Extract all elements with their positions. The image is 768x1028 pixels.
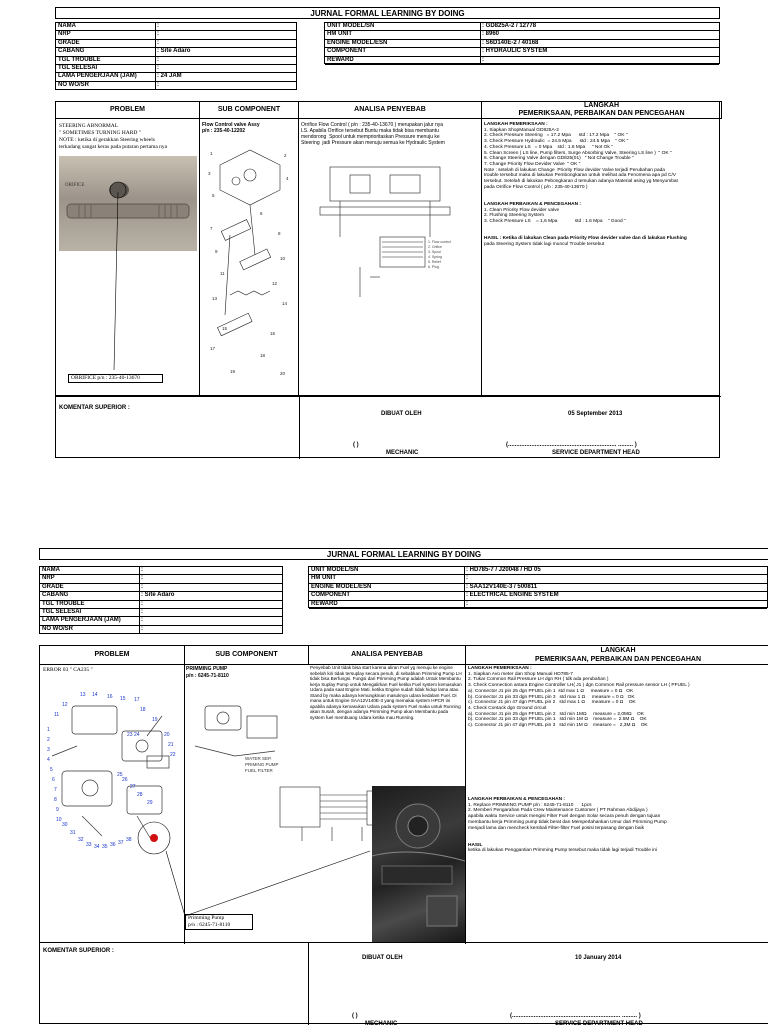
analisa-header: ANALISA PENYEBAB — [351, 651, 423, 658]
info-row — [40, 601, 282, 609]
langkah-line: LANGKAH PEMERIKSAAN : — [468, 666, 532, 671]
mechanic-sign-line: ( ) — [352, 1013, 358, 1019]
analisa-text: Orrifice Flow Control ( p/n : 235-40-13670 ) merupakan jalur nya LS. Apabila Orrifice tersebut Buntu maka tidak bisa membantu mendorong Spool untuk memprioritaskan Pressure menuju ke Steering jadi Pressure akan menuju semua ke Hydraulic System — [301, 122, 445, 146]
part-number: 28 — [137, 792, 143, 798]
part-number: 5 — [212, 193, 215, 198]
part-number: 9 — [215, 249, 218, 254]
part-number: 22 — [170, 752, 176, 758]
info-value: : — [482, 56, 484, 63]
dibuat-oleh-label: DIBUAT OLEH — [381, 411, 422, 417]
info-label: REWARD — [327, 56, 354, 63]
info-label: NRP — [58, 31, 71, 38]
info-label: NAMA — [42, 567, 60, 573]
part-number: 18 — [140, 707, 146, 713]
part-number: 13 — [212, 296, 218, 301]
info-row — [40, 609, 282, 617]
info-value: : — [157, 56, 159, 63]
part-number: 35 — [102, 844, 108, 850]
part-number: 16 — [107, 694, 113, 700]
langkah-line: 4. Check Contack dgn Ground circuit — [468, 705, 547, 711]
date-label: 05 September 2013 — [568, 411, 623, 417]
langkah-line: 1. Siapkan ShopManual GD825A-2 — [484, 127, 559, 133]
part-number: 29 — [147, 800, 153, 806]
langkah-line: 2. Flushing Steering System — [484, 213, 544, 219]
svg-text:FUEL FILTER: FUEL FILTER — [245, 768, 273, 773]
part-number: 34 — [94, 844, 100, 850]
langkah-line: 5. Clean Screen ( LS line, Pump filters, Surge Absorbing Valve, Steering LS line ) " OK " — [484, 150, 672, 156]
sub-component-header: SUB COMPONENT — [217, 106, 281, 113]
part-number: 20 — [280, 371, 286, 376]
langkah-line: 1. Siapkan Avo meter dan Shop Manual HD785-7 — [468, 671, 573, 677]
langkah-line: menjadi lama dan mencheck kembali Filter-filter Fuel posisi terpasang dengan baik — [468, 825, 644, 831]
svg-text:6. Plug: 6. Plug — [428, 265, 439, 269]
part-number: 1 — [210, 151, 213, 156]
part-number: 26 — [122, 777, 128, 783]
info-label: GRADE — [58, 39, 80, 46]
info-value: : — [141, 575, 143, 582]
langkah-subheader: PEMERIKSAAN, PERBAIKAN DAN PENCEGAHAN — [518, 110, 685, 117]
info-value: : — [141, 617, 143, 624]
part-number: 7 — [210, 226, 213, 231]
langkah-line: c). Connector J1 pin 47 dgn PFUEL pin 2 std max 1 Ω measure = 0 Ω OK — [468, 700, 636, 706]
part-number: 13 — [80, 692, 86, 698]
info-value: : — [466, 575, 468, 582]
info-row — [40, 567, 282, 575]
info-label: NO WO/SR — [42, 625, 73, 632]
langkah-line: tersebut. Setelah di lakukan Pebongkaran d temukan adanya Material asing yg Menyumbat — [484, 179, 678, 185]
info-label: HM UNIT — [311, 575, 336, 582]
part-number: 10 — [280, 256, 286, 261]
svg-text:4. Spring: 4. Spring — [428, 255, 443, 259]
info-label: TGL SELESAI — [58, 65, 98, 71]
part-number: 21 — [168, 742, 174, 748]
form-title: JURNAL FORMAL LEARNING BY DOING — [55, 7, 720, 19]
langkah-line: b). Connector J1 pin 33 dgn PFUEL pin 1 std min 1M Ω measure = 2.5M Ω OK — [468, 717, 647, 723]
info-value: : — [141, 625, 143, 632]
sub-component-pn: p/n : 235-40-12202 — [202, 128, 246, 134]
langkah-header: LANGKAH — [584, 102, 619, 109]
info-value: : 8960 — [482, 31, 500, 38]
info-label: NO WO/SR — [58, 81, 89, 88]
langkah-line: HASIL : Ketika di lakukan Clean pada Priority Flow devider valve dan di lakukan Flushing — [484, 236, 687, 241]
primming-pump-caption: Primming Pump p/n : 6245-71-8110 — [185, 914, 253, 930]
info-label: GRADE — [42, 583, 64, 590]
info-value: : SAA12V140E-3 / 500811 — [466, 583, 538, 590]
part-number: 27 — [130, 784, 136, 790]
part-number: 2 — [47, 737, 50, 743]
info-value: : — [141, 600, 143, 607]
svg-text:PRIMING PUMP: PRIMING PUMP — [245, 762, 279, 767]
sub-component-pn: p/n : 6245-71-8110 — [186, 673, 229, 679]
orifice-caption: ORRIFICE p/n : 235-40-13670 — [68, 374, 163, 383]
info-value: : — [157, 39, 159, 46]
langkah-line: 3. Check Pressure Hydraulic = 24.5 Mpa std : 24.5 Mpa " OK " — [484, 139, 629, 145]
info-label: REWARD — [311, 600, 338, 607]
langkah-line: pada Steering System tidak lagi muncul Trouble tersebut — [484, 241, 605, 247]
service-head-label: SERVICE DEPARTMENT HEAD — [555, 1021, 643, 1027]
svg-text:ORIFICE: ORIFICE — [65, 183, 85, 188]
info-label: HM UNIT — [327, 31, 352, 38]
langkah-list — [468, 666, 768, 854]
komentar-superior-label: KOMENTAR SUPERIOR : — [43, 948, 114, 954]
part-number: 36 — [110, 842, 116, 848]
part-number: 16 — [270, 331, 276, 336]
problem-header: PROBLEM — [110, 106, 145, 113]
langkah-header: LANGKAH — [600, 647, 636, 654]
problem-header: PROBLEM — [94, 651, 130, 658]
langkah-line: trouble tersebut maka di lakukan Pembongkaran untuk melihat ada Fenomena apa pd C/V — [484, 173, 676, 179]
info-row — [309, 584, 767, 592]
info-row — [40, 575, 282, 583]
part-number: 4 — [47, 757, 50, 763]
langkah-line: ketika di lakukan Penggantian Primming Pump tersebut maka tidak lagi terjadi Trouble ini — [468, 848, 658, 854]
analisa-header: ANALISA PENYEBAB — [354, 106, 426, 113]
date-label: 10 January 2014 — [575, 955, 622, 961]
mechanic-label: MECHANIC — [365, 1021, 398, 1027]
part-number: 25 — [117, 772, 123, 778]
langkah-line: 2. Check Pressure Steering = 17.2 Mpa std : 17.2 Mpa " OK " — [484, 133, 628, 139]
info-value: : HYDRAULIC SYSTEM — [482, 48, 548, 55]
mechanic-label: MECHANIC — [386, 450, 419, 456]
part-number: 15 — [222, 326, 228, 331]
langkah-line: b). Connector J1 pin 33 dgn PFUEL pin 3 std max 1 Ω measure = 0 Ω OK — [468, 694, 635, 700]
part-number: 12 — [272, 281, 278, 286]
info-value: : — [141, 567, 143, 573]
langkah-line: 3. Check Connection antara Engine Controller LH( J1 ) dgn Common Rail pressure sensor LH ( PFUEL ) — [468, 683, 690, 689]
info-label: TGL SELESAI — [42, 609, 82, 615]
info-value: : S6D140E-2 / 40168 — [482, 39, 539, 46]
info-label: TGL TROUBLE — [42, 600, 85, 607]
form-title: JURNAL FORMAL LEARNING BY DOING — [39, 548, 768, 560]
part-number: 38 — [126, 837, 132, 843]
info-value: : Site Adaro — [157, 48, 191, 55]
part-number: 12 — [62, 702, 68, 708]
part-number: 15 — [120, 696, 126, 702]
part-number: 30 — [62, 822, 68, 828]
info-value: : — [157, 81, 159, 88]
part-number: 4 — [286, 176, 289, 181]
part-number: 6 — [52, 777, 55, 783]
langkah-line: Note : setelah di lakukan Change Priority Flow devider Valve terjadi Perubahan pada — [484, 167, 665, 173]
info-row — [309, 567, 767, 575]
svg-text:2. Orifice: 2. Orifice — [428, 245, 443, 249]
info-row — [40, 617, 282, 625]
part-number: 31 — [70, 830, 76, 836]
dibuat-oleh-label: DIBUAT OLEH — [362, 955, 403, 961]
pump-part-diagram — [185, 686, 309, 786]
info-value: : — [466, 600, 468, 607]
part-number: 19 — [152, 717, 158, 723]
info-row — [40, 584, 282, 592]
info-row — [40, 592, 282, 600]
part-number: 37 — [118, 840, 124, 846]
info-label: ENGINE MODEL/ESN — [311, 583, 372, 590]
langkah-line: c). Connector J1 pin 47 dgn PFUEL pin 3 std min 1M Ω measure = 2,3M Ω OK — [468, 723, 648, 729]
info-label: CABANG — [42, 592, 69, 599]
langkah-line: LANGKAH PERBAIKAN & PENCEGAHAN : — [484, 201, 582, 207]
part-number: 19 — [230, 369, 236, 374]
part-number: 32 — [78, 837, 84, 843]
main-table — [39, 645, 768, 943]
info-label: UNIT MODEL/SN — [327, 23, 375, 29]
part-number: 23 — [127, 732, 133, 738]
info-row — [40, 626, 282, 634]
right-info-table — [308, 566, 768, 608]
part-number: 18 — [260, 353, 266, 358]
langkah-subheader: PEMERIKSAAN, PERBAIKAN DAN PENCEGAHAN — [534, 656, 702, 663]
left-info-table — [39, 566, 283, 634]
langkah-line: apabila waktu Service untuk mengisi Filter Fuel dengan Solar secara penuh dengan tujuan — [468, 814, 661, 820]
part-number: 7 — [54, 787, 57, 793]
info-value: : — [157, 65, 159, 71]
info-row — [309, 601, 767, 609]
langkah-line: a). Connector J1 pin 25 dgn PFUEL pin 1 std max 1 Ω measure = 0 Ω OK — [468, 688, 634, 694]
part-number: 2 — [284, 153, 287, 158]
part-number: 14 — [92, 692, 98, 698]
info-label: NRP — [42, 575, 55, 582]
part-number: 9 — [56, 807, 59, 813]
part-number: 1 — [47, 727, 50, 733]
signature-block — [39, 942, 768, 1027]
sub-component-name: PRIMMING PUMP — [186, 666, 228, 672]
langkah-line: HASIL — [468, 842, 483, 848]
mechanic-sign-line: ( ) — [353, 442, 359, 448]
info-value: : — [141, 609, 143, 615]
svg-text:5. Relief: 5. Relief — [428, 260, 441, 264]
info-value: : Site Adaro — [141, 592, 175, 599]
analisa-text: Penyebab Unit tidak bisa start karena aliran Fuel yg menuju ke engine sebelah kiri tidak tersuplay secara penuh, di sebabkan Primming Pump LH tidak bisa Berfungsi. Fungsi dari Primming Pump adalah Untuk Membantu kerja Suplay Pump untuk Mengalirkan Fuel ketika Fuel system kemasukan Udara pada saat Engine Mati. ketika Engine sudah tidak hidup lama atau Stand by maka adanya kemungkinan masuknya udara kedalam Fuel. Di mana untuk Engine SAA12V140E-3 yang memakai system HPCR ini apabila adanya kemasukan Udara pada system Fuel maka untuk Running akan Susah, dengan adanya Primming Pump akan Membantu pada system fuel membuang Udara ketika mau Running. — [310, 665, 462, 720]
info-label: LAMA PENGERJAAN (JAM) — [42, 617, 121, 624]
info-label: ENGINE MODEL/ESN — [327, 39, 388, 46]
info-label: TGL TROUBLE — [58, 56, 101, 63]
part-number: 3 — [47, 747, 50, 753]
part-number: 10 — [56, 817, 62, 823]
langkah-line: 2. Tukar Common Rail Pressure LH dgn RH ( tdk ada perubahan ) — [468, 677, 609, 683]
langkah-line: 2. Memberi Pengarahan Pada Crew Maintenance Customer ( PT Rahman Abdijaya ) — [468, 808, 648, 814]
info-row — [309, 592, 767, 600]
head-sign-line: (................................................................. ......... ) — [506, 442, 637, 448]
info-label: COMPONENT — [311, 592, 350, 599]
info-value: : ELECTRICAL ENGINE SYSTEM — [466, 592, 559, 599]
problem-text: ERROR 03 " CA235 " — [43, 667, 93, 673]
head-sign-line: (................................................................. ......... ) — [510, 1013, 641, 1019]
svg-text:WATER SEP.: WATER SEP. — [245, 756, 272, 761]
info-label: COMPONENT — [327, 48, 366, 55]
problem-text: STEERING ABNORMAL " SOMETIMES TURNING HARD " NOTE : ketika di gerakkan Steering wheels terkadang sangat keras pada putaran pertama nya — [59, 123, 168, 150]
part-number: 14 — [282, 301, 288, 306]
part-number: 24 — [134, 732, 140, 738]
komentar-superior-label: KOMENTAR SUPERIOR : — [59, 405, 130, 411]
info-value: : — [157, 23, 159, 29]
part-number: 11 — [54, 712, 60, 718]
langkah-line: membantu kerja Primming pump tidak berat dan Memperlahankan Umur dari Primming Pump — [468, 819, 667, 825]
svg-text:1. Flow control: 1. Flow control — [428, 240, 451, 244]
engine-photo — [372, 786, 465, 943]
part-number: 17 — [210, 346, 216, 351]
info-value: : — [157, 31, 159, 38]
langkah-line: 3. Check Pressure LS = 1,6 Mpa std : 1.6 Mpa " Good " — [484, 218, 626, 224]
langkah-line: 4. Check Pressure LS = 0 Mpa std : 1.6 Mpa " Not Ok " — [484, 144, 613, 150]
info-label: LAMA PENGERJAAN (JAM) — [58, 73, 137, 80]
langkah-line: LANGKAH PERBAIKAN & PENCEGAHAN : — [468, 796, 566, 802]
part-number: 20 — [164, 732, 170, 738]
part-number: 8 — [278, 231, 281, 236]
info-value: : HD785-7 / J20048 / HD 05 — [466, 567, 541, 573]
part-number: 17 — [134, 697, 140, 703]
langkah-line: a). Connector J1 pin 25 dgn PFUEL pin 2 std min 1MΩ measure = 2,0MΩ OK — [468, 711, 644, 717]
langkah-line: 1. Replace PRIMMING PUMP p/n : 6245-71-8110 1pcs — [468, 802, 592, 808]
svg-text:3. Spool: 3. Spool — [428, 250, 441, 254]
part-number: 33 — [86, 842, 92, 848]
info-value: : 24 JAM — [157, 73, 182, 80]
info-label: NAMA — [58, 23, 76, 29]
info-value: : — [141, 583, 143, 590]
part-number: 6 — [260, 211, 263, 216]
sub-component-name: Flow Control valve Assy — [202, 122, 260, 128]
part-number: 3 — [208, 171, 211, 176]
langkah-line: 6. Change Steering Valve dengan GD825(01) " Not Change Trouble " — [484, 156, 634, 162]
langkah-line: 1. Clean Priority Flow devider valve — [484, 207, 560, 213]
info-label: UNIT MODEL/SN — [311, 567, 359, 573]
service-head-label: SERVICE DEPARTMENT HEAD — [552, 450, 640, 456]
part-number: 5 — [50, 767, 53, 773]
langkah-line: 7. Change Priority Flow Devider Valve " OK " — [484, 161, 581, 167]
part-number: 11 — [220, 271, 225, 276]
langkah-line: pada Orrifice Flow Control ( p/n : 235-40-13670 ) — [484, 184, 588, 190]
langkah-line: LANGKAH PEMERIKSAAN : — [484, 122, 548, 127]
part-number: 8 — [54, 797, 57, 803]
info-value: : GD825A-2 / 12778 — [482, 23, 537, 29]
info-row — [309, 575, 767, 583]
info-label: CABANG — [58, 48, 85, 55]
sub-component-header: SUB COMPONENT — [215, 651, 278, 658]
